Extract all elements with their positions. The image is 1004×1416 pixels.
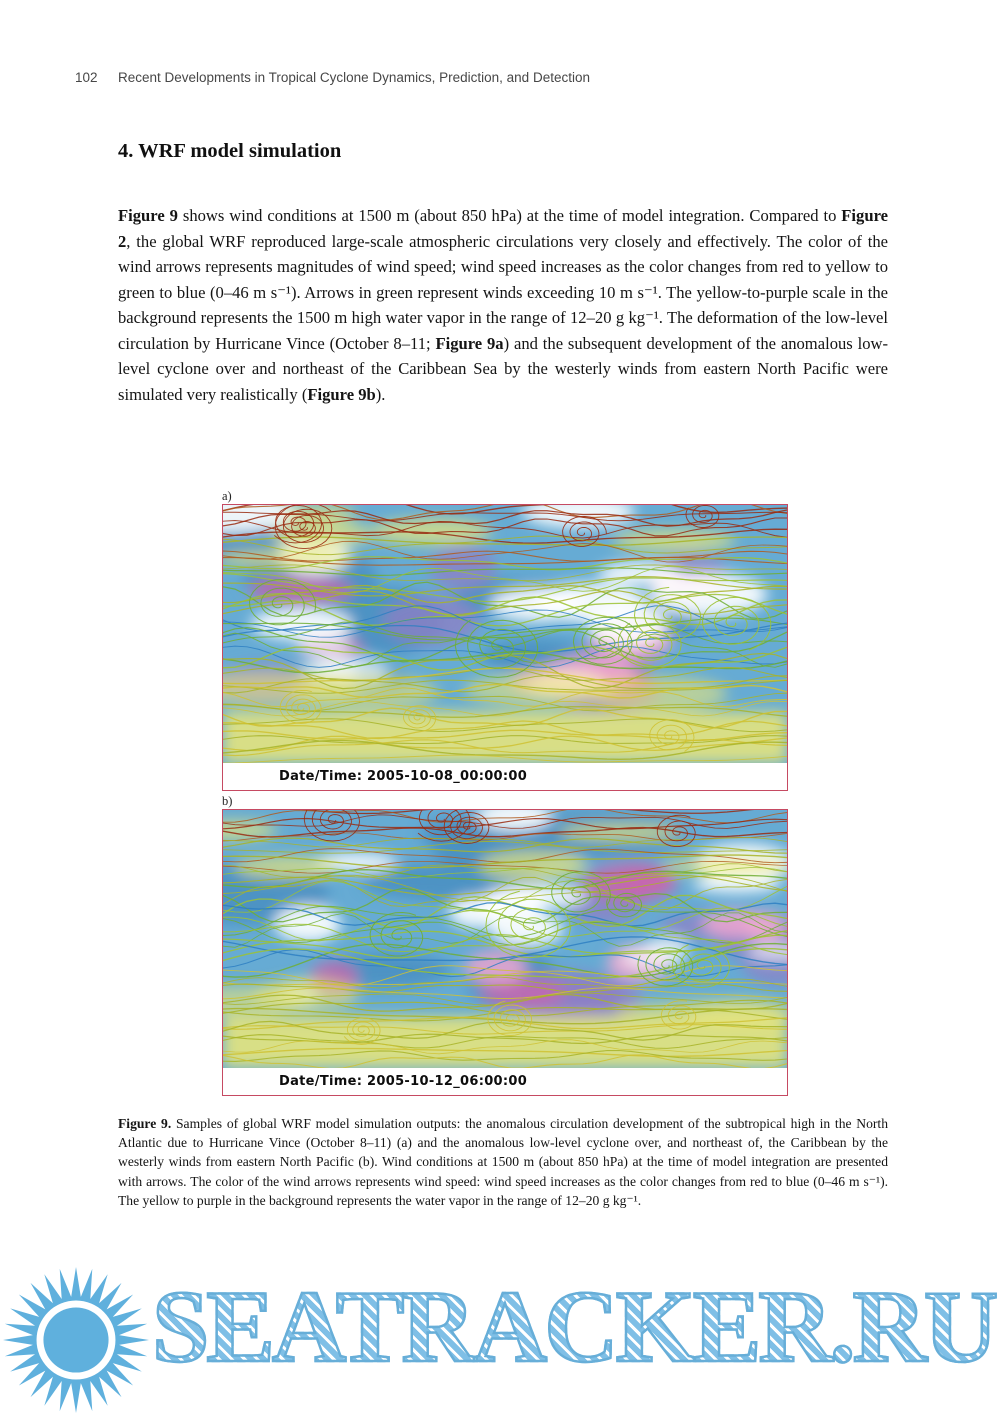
sun-icon: [2, 1266, 150, 1414]
figure-9a-reference: Figure 9a: [435, 333, 504, 353]
section-title: 4. WRF model simulation: [118, 140, 342, 162]
wind-streamline-map-a: [223, 505, 787, 763]
figure-9b-reference: Figure 9b: [307, 384, 376, 404]
datetime-bar-a: [223, 763, 787, 790]
datetime-text-b: Date/Time: 2005-10-12_06:00:00: [279, 1074, 528, 1089]
page-number: 102: [75, 70, 98, 85]
running-head: [75, 70, 590, 85]
caption-text: Samples of global WRF model simulation outputs: the anomalous circulation development of the subtropical high in the North Atlantic due to Hurricane Vince (October 8–11) (a) and the anomalous low-level cyclone over, and northeast of, the Caribbean by the westerly winds from eastern North Pacific (b). Wind conditions at 1500 m (about 850 hPa) at the time of model integration are presented with arrows. The color of the wind arrows represents wind speed: wind speed increases as the color changes from red to blue (0–46 m s⁻¹). The yellow to purple in the background represents the water vapor in the range of 12–20 g kg⁻¹.: [118, 1116, 889, 1208]
watermark-text: SEATRACKER.RU: [152, 1270, 996, 1384]
body-text-run: , the global WRF reproduced large-scale atmospheric circulations very closely and effectively. The color of the wind arrows represents magnitudes of wind speed; wind speed increases as the color changes from red to yellow to green to blue (0–46 m s⁻¹). Arrows in green represent winds exceeding 10 m s⁻¹. The yellow-to-purple scale in the background represents the 1500 m high water vapor in the range of 12–20 g kg⁻¹. The deformation of the low-level circulation by Hurricane Vince (October 8–11;: [118, 231, 888, 353]
figure-2-reference: Figure 2: [118, 206, 888, 251]
body-text-run: ).: [375, 384, 386, 404]
map-panel-b: [222, 809, 788, 1096]
watermark: [0, 1262, 1004, 1416]
running-title: Recent Developments in Tropical Cyclone Dynamics, Prediction, and Detection: [118, 70, 590, 85]
figure-9-reference: Figure 9: [118, 206, 178, 225]
figure-caption: [118, 1114, 888, 1210]
panel-a-label: a): [222, 489, 232, 503]
panel-b-label: b): [222, 794, 233, 808]
map-panel-a: [222, 504, 788, 791]
caption-figure-label: Figure 9.: [118, 1116, 172, 1131]
body-text-run: ) and the subsequent development of the anomalous low-level cyclone over and northeast of the Caribbean Sea by the westerly winds from eastern North Pacific were simulated very realistically (: [118, 333, 889, 404]
body-text-run: shows wind conditions at 1500 m (about 850 hPa) at the time of model integration. Compared to: [177, 206, 842, 225]
wind-streamline-map-b: [223, 810, 787, 1068]
datetime-bar-b: [223, 1068, 787, 1095]
body-paragraph: [118, 203, 888, 407]
datetime-text-a: Date/Time: 2005-10-08_00:00:00: [279, 769, 528, 784]
